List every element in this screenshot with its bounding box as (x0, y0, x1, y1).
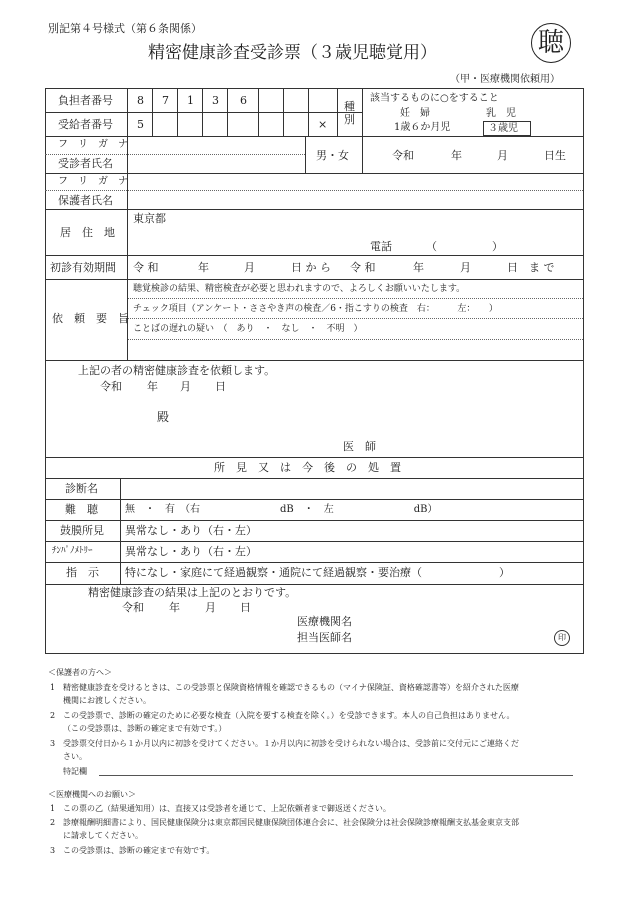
validity-year-unit: 年 (198, 261, 209, 274)
guardian-name-field[interactable] (130, 192, 580, 208)
result-month-unit: 月 (205, 601, 216, 614)
guardian-note-3b: さい。 (63, 752, 87, 761)
guardian-note-2b: （この受診票は、診断の確定まで有効です。） (63, 724, 227, 733)
attending-doctor-label: 担当医師名 (297, 631, 352, 644)
clinic-note-3: この受診票は、診断の確定まで有効です。 (63, 846, 215, 855)
furigana-label: フ リ ガ ナ (58, 176, 128, 187)
payer-digit: 6 (240, 94, 247, 107)
patient-name-field[interactable] (130, 155, 300, 171)
instruction-value[interactable]: 特になし・家庭にて経過観察・通院にて経過観察・要治療（ ） (125, 566, 510, 579)
clinic-notes-heading: ＜医療機関へのお願い＞ (48, 790, 136, 799)
request-month-unit: 月 (180, 380, 191, 393)
special-notes-label: 特記欄 (63, 767, 87, 776)
phone-label: 電話 (370, 240, 392, 253)
category-infant[interactable]: 乳 児 (486, 108, 516, 119)
guardian-note-1a: 精密健康診査を受けるときは、この受診票と保険資格情報を確認できるもの（マイナ保険証、資格確認書等）を紹介された医療 (63, 683, 519, 692)
clinic-note-2b: に請求してください。 (63, 831, 143, 840)
request-line-2[interactable]: チェック項目（アンケート・ささやき声の検査／6・指こすりの検査 右： 左： ） (133, 304, 498, 314)
clinic-note-number: 2 (50, 818, 56, 827)
clinic-note-number: 1 (50, 804, 56, 813)
birth-month-unit: 月 (497, 149, 508, 162)
validity-year-unit: 年 (413, 261, 424, 274)
birth-day-unit: 日生 (544, 149, 566, 162)
payer-digit: 7 (162, 94, 169, 107)
diagnosis-label: 診断名 (65, 482, 98, 495)
address-label: 居 住 地 (60, 226, 115, 239)
recipient-number-label: 受給者番号 (58, 118, 113, 131)
findings-title: 所 見 又 は 今 後 の 処 置 (214, 461, 401, 474)
phone-close-paren: ） (492, 240, 503, 253)
eardrum-value[interactable]: 異常なし・あり（右・左） (125, 524, 257, 537)
eardrum-label: 鼓膜所見 (60, 524, 104, 537)
tympanometry-label: ﾁﾝﾊﾟﾉﾒﾄﾘｰ (52, 546, 93, 556)
addressee-honorific: 殿 (157, 410, 170, 424)
page-title: 精密健康診査受診票（３歳児聴覚用） (148, 43, 437, 63)
validity-label: 初診有効期間 (50, 261, 116, 274)
payer-digit: 8 (137, 94, 144, 107)
validity-to-text: 日 ま で (507, 261, 555, 274)
category-instruction: 該当するものに○をすること (370, 93, 499, 104)
category-18-months[interactable]: 1歳６か月児 (394, 122, 451, 133)
furigana-label: フ リ ガ ナ (58, 139, 128, 150)
validity-month-unit: 月 (460, 261, 471, 274)
guardian-note-number: 2 (50, 711, 56, 720)
hearing-loss-label: 難 聴 (65, 503, 98, 516)
category-label: 種別 (344, 100, 355, 126)
requesting-doctor-label: 医 師 (343, 440, 376, 453)
address-value[interactable]: 東京都 (133, 212, 166, 225)
payer-number-label: 負担者番号 (58, 94, 113, 107)
hearing-stamp: 聴 (531, 23, 571, 63)
result-date-era: 令和 (122, 601, 144, 614)
sex-option[interactable]: 男・女 (316, 149, 349, 162)
clinic-note-1: この票の乙（結果通知用）は、直接又は受診者を通じて、上記依頼者まで御返送ください。 (63, 804, 391, 813)
guardian-notes-heading: ＜保護者の方へ＞ (48, 668, 112, 677)
request-line-3[interactable]: ことばの遅れの疑い （ あり ・ なし ・ 不明 ） (133, 324, 363, 334)
guardian-note-1b: 機関にお渡しください。 (63, 696, 151, 705)
clinic-name-label: 医療機関名 (297, 615, 352, 628)
recipient-x-mark: × (318, 118, 328, 131)
guardian-note-number: 3 (50, 739, 56, 748)
request-statement: 上記の者の精密健康診査を依頼します。 (78, 364, 276, 377)
phone-open-paren: （ (426, 240, 437, 253)
hearing-loss-value[interactable]: 無 ・ 有 （右 dB ・ 左 dB） (125, 504, 438, 515)
validity-month-unit: 月 (244, 261, 255, 274)
category-pregnant[interactable]: 妊 婦 (400, 108, 430, 119)
guardian-name-label: 保護者氏名 (58, 194, 113, 207)
guardian-note-2a: この受診票で、診断の確定のために必要な検査（入院を要する検査を除く。）を受診できます。本人の自己負担はありません。 (63, 711, 515, 720)
payer-digit: 3 (212, 94, 219, 107)
special-notes-line[interactable] (99, 775, 573, 776)
guardian-note-number: 1 (50, 683, 56, 692)
clinic-note-2a: 診療報酬明細書により、国民健康保険分は東京都国民健康保険団体連合会に、社会保険分は社会保険診療報酬支払基金東京支部 (63, 818, 519, 827)
instruction-label: 指 示 (66, 566, 99, 579)
birth-year-unit: 年 (451, 149, 462, 162)
diagnosis-field[interactable] (124, 480, 579, 497)
request-date-era: 令和 (100, 380, 122, 393)
category-3-year: ３歳児 (488, 123, 518, 134)
result-year-unit: 年 (169, 601, 180, 614)
validity-from-era: 令 和 (133, 261, 159, 274)
birth-era: 令和 (392, 149, 414, 162)
patient-name-label: 受診者氏名 (58, 157, 113, 170)
request-day-unit: 日 (215, 380, 226, 393)
request-year-unit: 年 (147, 380, 158, 393)
recipient-digit[interactable]: 5 (137, 118, 144, 131)
result-statement: 精密健康診査の結果は上記のとおりです。 (88, 586, 297, 599)
validity-from-text: 日 か ら (291, 261, 331, 274)
copy-note: （甲・医療機関依頼用） (450, 74, 560, 85)
guardian-note-3a: 受診票交付日から１か月以内に初診を受けてください。１か月以内に初診を受けられない場合は、受診前に交付元にご連絡くだ (63, 739, 519, 748)
tympanometry-value[interactable]: 異常なし・あり（右・左） (125, 545, 257, 558)
form-reference: 別記第４号様式（第６条関係） (48, 22, 202, 35)
payer-digit: 1 (187, 94, 194, 107)
request-label: 依 頼 要 旨 (52, 312, 129, 325)
result-day-unit: 日 (240, 601, 251, 614)
clinic-note-number: 3 (50, 846, 56, 855)
seal-mark: 印 (554, 630, 570, 646)
request-line-1: 聴覚検診の結果、精密検査が必要と思われますので、よろしくお願いいたします。 (133, 284, 466, 294)
validity-to-era: 令 和 (350, 261, 376, 274)
